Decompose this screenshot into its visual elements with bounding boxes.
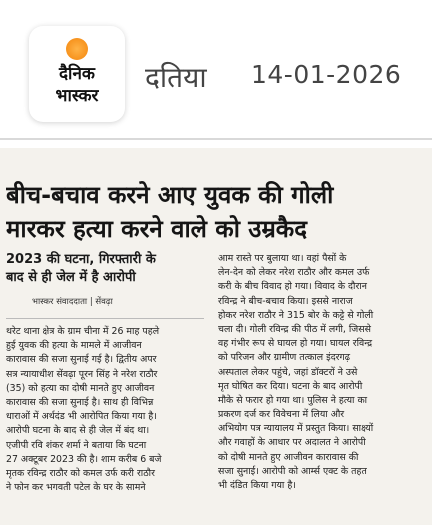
article-text-line: मौके से फरार हो गया था। पुलिस ने हत्या का	[218, 394, 368, 406]
dainik-bhaskar-logo[interactable]	[29, 26, 125, 122]
article-text-line: ने फोन कर भगवती पटेल के घर के सामने	[6, 482, 146, 494]
city-name: दतिया	[145, 61, 207, 94]
edition-date: 14-01-2026	[251, 60, 402, 89]
article-text-line: एजीपी रवि शंकर शर्मा ने बताया कि घटना	[6, 439, 147, 451]
article-left-column	[6, 325, 206, 495]
article-text-line: प्रकरण दर्ज कर विवेचना में लिया और	[218, 409, 345, 421]
header-divider	[0, 138, 432, 140]
article-text-line: चला दी। गोली रविन्द्र की पीठ में लगी, जिससे	[218, 323, 371, 335]
article-text-line: और गवाहों के आधार पर अदालत ने आरोपी	[218, 437, 366, 449]
byline: भास्कर संवाददाता | सेंवढ़ा	[32, 297, 113, 307]
article-text-line: कारावास की सजा सुनाई है। साथ ही विभिन्न	[6, 396, 154, 408]
headline-line-1: बीच-बचाव करने आए युवक की गोली	[6, 181, 334, 209]
article-text-line: धाराओं में अर्थदंड भी आरोपित किया गया है।	[6, 411, 157, 423]
article-text-line: कारावास की सजा सुनाई गई है। द्वितीय अपर	[6, 354, 157, 366]
article-text-line: थरेट थाना क्षेत्र के ग्राम चीना में 26 माह पहले	[6, 326, 160, 337]
byline-rule	[6, 318, 204, 319]
headline-line-2: मारकर हत्या करने वाले को उम्रकैद	[6, 215, 307, 243]
subheadline-line-2: बाद से ही जेल में है आरोपी	[6, 270, 136, 285]
article-text-line: आम रास्ते पर बुलाया था। वहां पैसों के	[218, 253, 347, 264]
article-text-line: सत्र न्यायाधीश सेंवढ़ा पूरन सिंह ने नरेश राठौर	[6, 368, 158, 380]
article-text-line: होकर नरेश राठौर ने 315 बोर के कट्टे से गोली	[218, 309, 374, 321]
article-text-line: को परिजन और ग्रामीण तत्काल इंदरगढ़	[218, 352, 351, 364]
article-text-line: सजा सुनाई। आरोपी को आर्म्स एक्ट के तहत	[218, 465, 367, 477]
article-text-line: 27 अक्टूबर 2023 की है। शाम करीब 6 बजे	[6, 453, 162, 465]
article-text-line: अस्पताल लेकर पहुंचे, जहां डॉक्टरों ने उसे	[218, 366, 358, 378]
article-text-line: मृतक रविन्द्र राठौर को कमल उर्फ करी राठौर	[6, 467, 155, 479]
article-text-line: (35) को हत्या का दोषी मानते हुए आजीवन	[6, 382, 155, 394]
article-text-line: रविन्द्र ने बीच-बचाव किया। इससे नाराज	[218, 295, 353, 307]
logo-line-1: दैनिक	[59, 64, 95, 84]
article-text-line: करी के बीच विवाद हो गया। विवाद के दौरान	[218, 281, 367, 293]
article-text-line: को दोषी मानते हुए आजीवन कारावास की	[218, 451, 359, 463]
article-text-line: अभियोग पत्र न्यायालय में प्रस्तुत किया। साक्ष्यों	[218, 423, 374, 435]
subheadline-line-1: 2023 की घटना, गिरफ्तारी के	[6, 252, 156, 267]
article-text-line: आरोपी घटना के बाद से ही जेल में बंद था।	[6, 425, 150, 437]
logo-line-2: भास्कर	[55, 86, 99, 106]
article-text-line: भी दंडित किया गया है।	[218, 480, 296, 491]
article-text-line: मृत घोषित कर दिया। घटना के बाद आरोपी	[218, 380, 363, 392]
article-right-column	[218, 252, 424, 493]
article-text-line: हुई युवक की हत्या के मामले में आजीवन	[6, 340, 142, 352]
sun-icon	[66, 38, 88, 60]
article-text-line: वह गंभीर रूप से घायल हो गया। घायल रविन्द्र	[218, 338, 373, 350]
header	[0, 0, 432, 138]
article-text-line: लेन-देन को लेकर नरेश राठौर और कमल उर्फ	[218, 267, 370, 279]
